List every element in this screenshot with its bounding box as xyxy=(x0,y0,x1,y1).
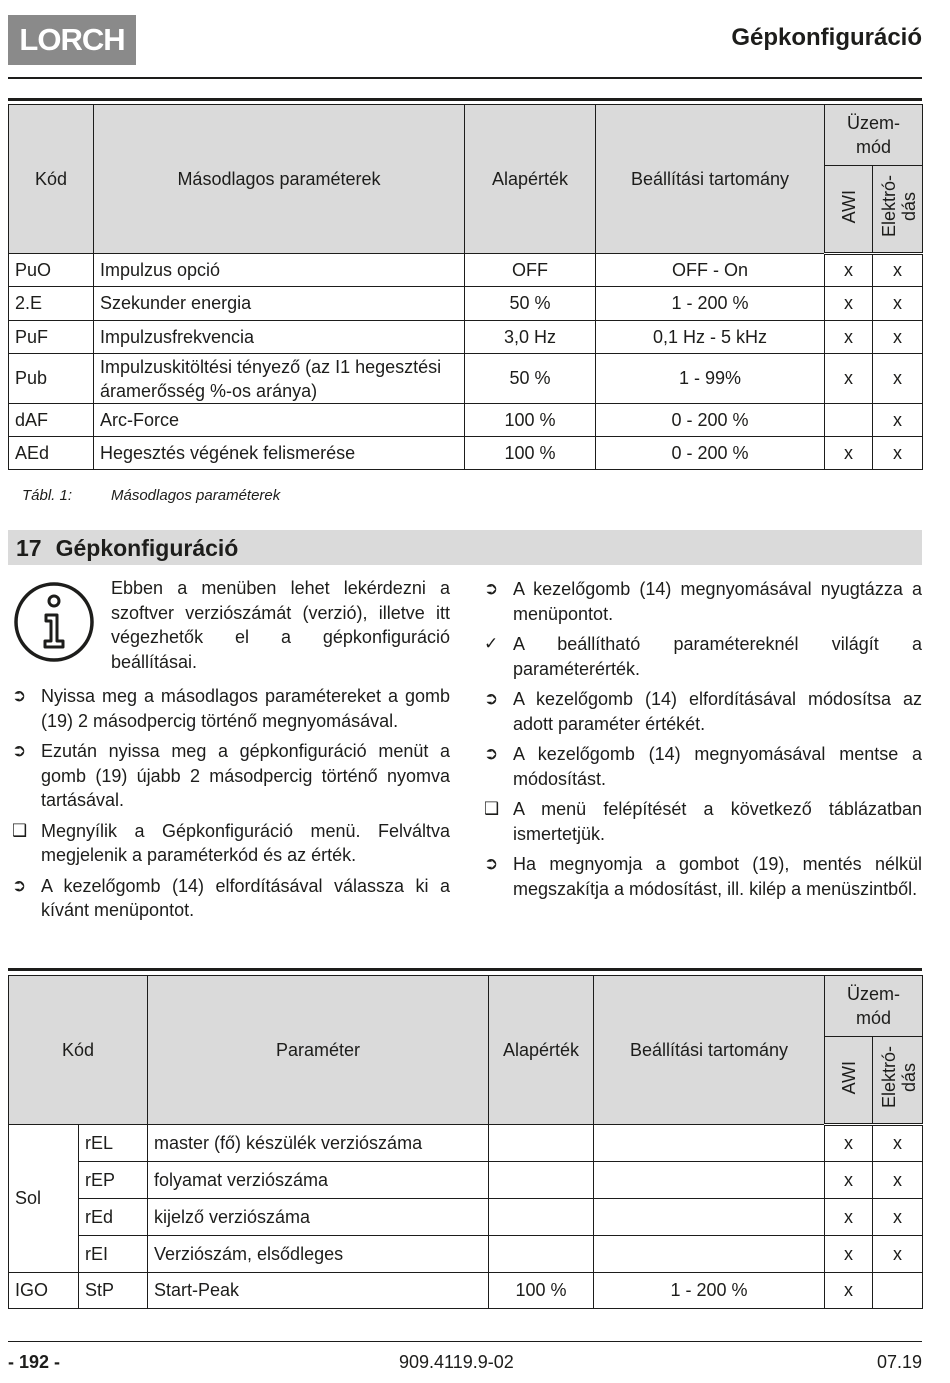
default-cell xyxy=(489,1199,594,1236)
code-cell: PuO xyxy=(9,254,94,287)
doc-number: 909.4119.9-02 xyxy=(399,1352,514,1372)
page-number: - 192 - xyxy=(8,1352,61,1372)
lorch-logo: LORCH xyxy=(8,15,136,65)
elektro-cell: x xyxy=(873,287,923,321)
code-cell: Pub xyxy=(9,354,94,404)
elektro-cell: x xyxy=(873,1236,923,1273)
elektro-cell: x xyxy=(873,437,923,470)
left-instructions xyxy=(12,684,450,929)
col-header-alap: Alapérték xyxy=(489,976,594,1125)
check-icon: ✓ xyxy=(484,634,499,653)
table2-top-rule xyxy=(8,968,922,971)
caption-text: Másodlagos paraméterek xyxy=(111,487,281,504)
code-cell: AEd xyxy=(9,437,94,470)
col-header-kod: Kód xyxy=(9,105,94,254)
table-row xyxy=(9,1125,923,1162)
col-header-kod: Kód xyxy=(9,976,148,1125)
instruction-text: A kezelőgomb (14) megnyomásával mentse a módosítást. xyxy=(513,744,922,789)
col-header-tart: Beállítási tartomány xyxy=(594,976,825,1125)
instruction-item xyxy=(484,577,922,626)
footer-rule xyxy=(8,1341,922,1342)
code-cell: 2.E xyxy=(9,287,94,321)
awi-cell: x xyxy=(825,287,873,321)
info-text: Ebben a menüben lehet lekérdezni a szoftver verziószámát (verzió), illetve itt végezhetők el a gépkonfiguráció beállításai. xyxy=(111,578,450,672)
instruction-text: A menü felépítését a következő táblázatban ismertetjük. xyxy=(513,799,922,844)
awi-cell: x xyxy=(825,1125,873,1162)
elektro-cell: x xyxy=(873,1199,923,1236)
param-cell: Szekunder energia xyxy=(94,287,465,321)
param-cell: folyamat verziószáma xyxy=(148,1162,489,1199)
instruction-item xyxy=(12,739,450,813)
box-icon: ❑ xyxy=(12,820,28,840)
code-cell: StP xyxy=(79,1273,148,1309)
table-row xyxy=(9,287,923,321)
code-cell: dAF xyxy=(9,404,94,437)
arrow-icon: ➲ xyxy=(12,875,27,895)
col-header-awi: AWI xyxy=(825,1037,873,1125)
param-cell: Start-Peak xyxy=(148,1273,489,1309)
table-row xyxy=(9,1162,923,1199)
default-cell: 100 % xyxy=(465,437,596,470)
table-row xyxy=(9,1236,923,1273)
box-icon: ❑ xyxy=(484,799,500,818)
elektro-cell: x xyxy=(873,404,923,437)
arrow-icon: ➲ xyxy=(484,854,499,873)
instruction-text: A kezelőgomb (14) elfordításával módosítsa az adott paraméter értékét. xyxy=(513,689,922,734)
table-row xyxy=(9,254,923,287)
instruction-text: Ezután nyissa meg a gépkonfiguráció menüt a gomb (19) újabb 2 másodpercig történő nyomva tartásával. xyxy=(41,741,450,810)
default-cell xyxy=(489,1162,594,1199)
col-header-uzem: Üzem- mód xyxy=(825,105,923,166)
range-cell: 1 - 200 % xyxy=(596,287,825,321)
code-cell: rEL xyxy=(79,1125,148,1162)
instruction-text: Ha megnyomja a gombot (19), mentés nélkül megszakítja a módosítást, ill. kilép a menüszintből. xyxy=(513,854,922,899)
range-cell xyxy=(594,1236,825,1273)
default-cell: 3,0 Hz xyxy=(465,321,596,354)
instruction-item xyxy=(484,852,922,901)
range-cell: 0 - 200 % xyxy=(596,437,825,470)
default-cell: 100 % xyxy=(489,1273,594,1309)
table-row xyxy=(9,321,923,354)
arrow-icon: ➲ xyxy=(484,579,499,598)
instruction-text: Megnyílik a Gépkonfiguráció menü. Felváltva megjelenik a paraméterkód és az érték. xyxy=(41,820,450,865)
default-cell xyxy=(489,1236,594,1273)
range-cell: OFF - On xyxy=(596,254,825,287)
code-cell: rEI xyxy=(79,1236,148,1273)
arrow-icon: ➲ xyxy=(12,741,27,760)
range-cell: 1 - 200 % xyxy=(594,1273,825,1309)
range-cell: 0 - 200 % xyxy=(596,404,825,437)
arrow-icon: ➲ xyxy=(484,744,499,763)
awi-cell: x xyxy=(825,1273,873,1309)
code-cell: rEP xyxy=(79,1162,148,1199)
arrow-icon: ➲ xyxy=(12,686,27,705)
table-row xyxy=(9,437,923,470)
col-header-param: Másodlagos paraméterek xyxy=(94,105,465,254)
table1-caption xyxy=(22,487,280,504)
param-cell: Impulzusfrekvencia xyxy=(94,321,465,354)
awi-cell: x xyxy=(825,321,873,354)
info-icon xyxy=(13,581,95,663)
elektro-cell: x xyxy=(873,321,923,354)
param-cell: master (fő) készülék verziószáma xyxy=(148,1125,489,1162)
range-cell: 0,1 Hz - 5 kHz xyxy=(596,321,825,354)
param-cell: Arc-Force xyxy=(94,404,465,437)
section-title: Gépkonfiguráció xyxy=(55,535,239,561)
col-header-uzem: Üzem- mód xyxy=(825,976,923,1037)
instruction-text: A beállítható paramétereknél világít a paraméterérték. xyxy=(513,634,922,679)
awi-cell: x xyxy=(825,1162,873,1199)
range-cell xyxy=(594,1162,825,1199)
arrow-icon: ➲ xyxy=(484,689,499,708)
elektro-cell: x xyxy=(873,1162,923,1199)
col-header-elektro: Elektró- dás xyxy=(873,166,923,254)
table-row xyxy=(9,1273,923,1309)
group-cell: Sol xyxy=(9,1125,79,1273)
col-header-alap: Alapérték xyxy=(465,105,596,254)
code-cell: rEd xyxy=(79,1199,148,1236)
col-header-param: Paraméter xyxy=(148,976,489,1125)
elektro-cell: x xyxy=(873,254,923,287)
param-cell: kijelző verziószáma xyxy=(148,1199,489,1236)
elektro-cell: x xyxy=(873,1125,923,1162)
instruction-item xyxy=(484,797,922,846)
range-cell: 1 - 99% xyxy=(596,354,825,404)
instruction-item xyxy=(484,632,922,681)
group-cell: IGO xyxy=(9,1273,79,1309)
config-params-table xyxy=(8,975,923,1309)
doc-date: 07.19 xyxy=(876,1352,922,1372)
param-cell: Verziószám, elsődleges xyxy=(148,1236,489,1273)
default-cell xyxy=(489,1125,594,1162)
page-title: Gépkonfiguráció xyxy=(731,24,922,51)
caption-label: Tábl. 1: xyxy=(22,487,73,504)
secondary-params-table xyxy=(8,104,923,470)
table-row xyxy=(9,404,923,437)
instruction-text: A kezelőgomb (14) megnyomásával nyugtázza a menüpontot. xyxy=(513,579,922,624)
awi-cell xyxy=(825,404,873,437)
col-header-tart: Beállítási tartomány xyxy=(596,105,825,254)
range-cell xyxy=(594,1199,825,1236)
table-row xyxy=(9,1199,923,1236)
default-cell: OFF xyxy=(465,254,596,287)
default-cell: 50 % xyxy=(465,287,596,321)
instruction-item xyxy=(12,819,450,868)
elektro-cell xyxy=(873,1273,923,1309)
header-rule xyxy=(8,77,922,79)
col-header-awi: AWI xyxy=(825,166,873,254)
instruction-item xyxy=(484,687,922,736)
awi-cell: x xyxy=(825,1199,873,1236)
param-cell: Impulzuskitöltési tényező (az I1 hegesztési áramerősség %-os aránya) xyxy=(94,354,465,404)
col-header-elektro: Elektró- dás xyxy=(873,1037,923,1125)
instruction-text: Nyissa meg a másodlagos paramétereket a gomb (19) 2 másodpercig történő megnyomásával. xyxy=(41,686,450,731)
range-cell xyxy=(594,1125,825,1162)
awi-cell: x xyxy=(825,254,873,287)
awi-cell: x xyxy=(825,437,873,470)
section-number: 17 xyxy=(16,535,42,561)
awi-cell: x xyxy=(825,1236,873,1273)
instruction-item xyxy=(484,742,922,791)
code-cell: PuF xyxy=(9,321,94,354)
right-instructions xyxy=(484,577,922,907)
instruction-item xyxy=(12,684,450,733)
table-row xyxy=(9,354,923,404)
default-cell: 100 % xyxy=(465,404,596,437)
section-heading xyxy=(8,530,922,565)
instruction-item xyxy=(12,874,450,923)
awi-cell: x xyxy=(825,354,873,404)
default-cell: 50 % xyxy=(465,354,596,404)
table1-top-rule xyxy=(8,98,922,101)
elektro-cell: x xyxy=(873,354,923,404)
instruction-text: A kezelőgomb (14) elfordításával válassza ki a kívánt menüpontot. xyxy=(41,875,450,920)
param-cell: Impulzus opció xyxy=(94,254,465,287)
param-cell: Hegesztés végének felismerése xyxy=(94,437,465,470)
